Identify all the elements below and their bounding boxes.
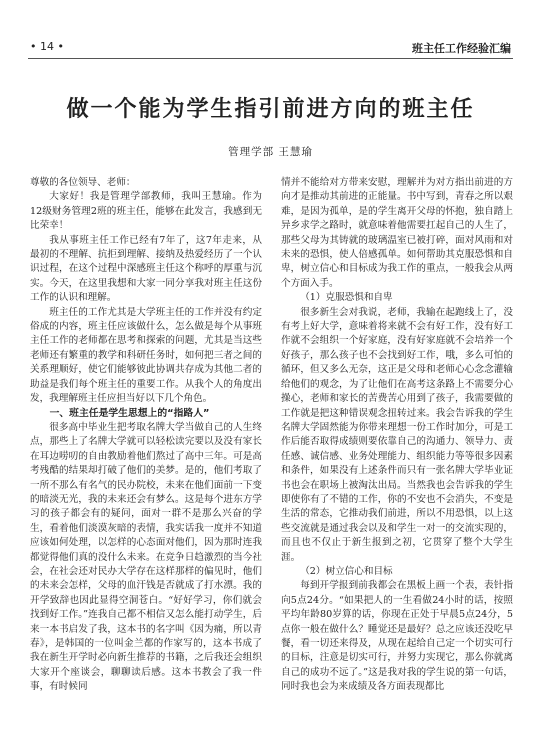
paragraph: 大家好！我是管理学部教师，我叫王慧瑜。作为12级财务管理2班的班主任，能够在此发言，我感到无比荣幸！ [30,191,262,232]
paragraph: 每到开学报到前我都会在黑板上画一个表，表针指向5点24分。“如果把人的一生看做24小时的话，按照平均年龄80岁算的话，你现在正处于早晨5点24分，5点你一般在做什么？睡觉还是最好？总之应该还没吃早餐，看一切还来得及，从现在起给自己定一个切实可行的目标，注意是切实可行，并努力实现它，那么你就离自己的成功不远了。”这是我对我的学生说的第一句话，同时我也会为来成绩及各方面表现都比 [281,580,513,693]
left-column [30,176,262,736]
page-number: • 14 • [30,40,64,53]
section-heading: 一、班主任是学生思想上的“指路人” [49,407,210,419]
paragraph: 很多新生会对我说，老师，我输在起跑线上了，没有考上好大学，意味着将来就不会有好工作，没有好工作就不会组织一个好家庭，没有好家庭就不会培养一个好孩子，那么孩子也不会找到好工作，哦，多么可怕的循环，但又多么无奈，这正是父母和老师心心念念灌输给他们的观念，为了让他们在高考这条路上不需要分心操心，老师和家长的苦费苦心用到了孩子，我需要做的工作就是把这种错误观念扭转过来。我会告诉我的学生名牌大学固然能为你带来理想一份工作时加分，可是工作后能否取得成绩则要依靠自己的沟通力、领导力、责任感、诚信感、业务处理能力、组织能力等等很多因素和条件，如果没有上述条件而只有一张名牌大学毕业证书也会在职场上被淘汰出局。当然我也会告诉我的学生即使你有了不错的工作，你的不安也不会消失，不变是生活的常态，它推动我们前进，所以不用恐惧，以上这些交流就是通过我会以及和学生一对一的交流实现的，而且也不仅止于新生报到之初，它贯穿了整个大学生涯。 [281,306,513,563]
greeting: 尊敬的各位领导、老师： [30,177,136,188]
page-header [28,40,513,59]
paragraph: 很多高中毕业生把考取名牌大学当做自己的人生终点，那些上了名牌大学就可以轻松读完要以及没有家长在耳边唠叨的自由教励着他们熬过了高中三年。可是高考残酷的结果却打破了他们的美梦。是的，他们考取了一所不那么有名气的民办院校，未来在他们面前一下变的暗淡无光，我的未来还会有梦么。这是每个进东方学习的孩子都会有的疑问，面对一群不是那么兴奋的学生，看着他们淡漠灰暗的表情，我实话我一度并不知道应该如何处理，以怎样的心态面对他们，因为那时连我都觉得他们真的没什么未来。在竞争日趋激烈的当今社会，在社会还对民办大学存在这样那样的偏见时，他们的未来会怎样，父母的血汗钱是否就成了打水漂。我的开学致辞也因此显得空洞苍白。“好好学习，你们就会找到好工作。”连我自己都不相信又怎么能打动学生，后来一本书启发了我，这本书的名字叫《因为痛，所以青春》，是韩国的一位叫金兰都的作家写的，这本书成了我在新生开学时必向新生推荐的书籍，之后我还会组织大家开个座谈会，聊聊读后感。这本书教会了我一件事，有时候同 [30,421,262,693]
article-author: 管理学部 王慧瑜 [228,146,313,158]
paragraph: 班主任的工作尤其是大学班主任的工作并没有约定俗成的内容，班主任应该做什么，怎么做是每个从事班主任工作的老师都在思考和探索的问题，尤其是当这些老师还有繁重的教学和科研任务时，如何把三者之间的关系理顺好，使它们能够彼此协调共存成为其他二者的助益是我们每个班主任的重要工作。从我个人的角度出发，我理解班主任应担当好以下几个角色。 [30,306,262,405]
subsection-heading: （1）克服恐惧和自卑 [300,292,393,304]
journal-name: 班主任工作经验汇编 [412,42,511,55]
subsection-heading: （2）树立信心和目标 [300,565,393,577]
article-title: 做一个能为学生指引前进方向的班主任 [66,96,475,122]
right-column [281,176,513,736]
paragraph: 情并不能给对方带来安慰，理解并为对方指出前进的方向才是推动其前进的正能量。书中写到，青春之所以艰难，是因为孤单，是的学生离开父母的怀抱，独自踏上异乡求学之路时，就意味着他需要扛起自己的人生了，那些父母为其铸就的玻璃温室已被打碎，面对风雨和对未来的恐惧，使人倍感孤单。如何帮助其克服恐惧和自卑，树立信心和目标成为我工作的重点，一般我会从两个方面入手。 [281,177,513,289]
paragraph: 我从事班主任工作已经有7年了，这7年走来，从最初的不理解、抗拒到理解、接纳及热爱经历了一个认识过程，在这个过程中深感班主任这个称呼的厚重与沉实。今天，在这里我想和大家一同分享我对班主任这份工作的认识和理解。 [30,234,262,304]
